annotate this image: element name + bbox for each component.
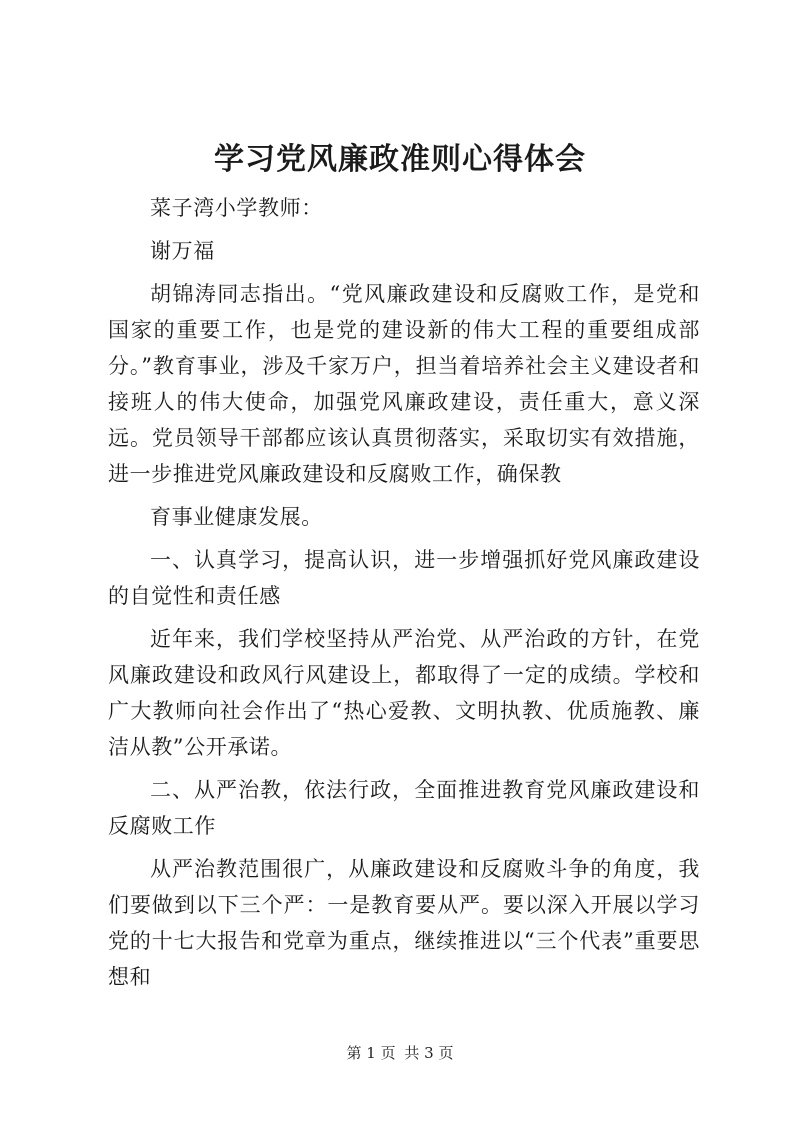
page-total: 共 3 页	[404, 1044, 454, 1062]
body-paragraph: 育事业健康发展。	[150, 505, 323, 529]
page-footer	[0, 1043, 800, 1063]
body-paragraph: 近年来，我们学校坚持从严治党、从严治政的方针，在党风廉政建设和政风行风建设上，都取得了一定的成绩。学校和广大教师向社会作出了“热心爱教、文明执教、优质施教、廉洁从教”公开承诺。	[108, 627, 700, 759]
section-heading-1: 一、认真学习，提高认识，进一步增强抓好党风廉政建设的自觉性和责任感	[108, 548, 700, 608]
author-name: 谢万福	[150, 239, 215, 263]
author-school: 菜子湾小学教师：	[150, 196, 323, 220]
page-number: 第 1 页	[346, 1044, 396, 1062]
body-paragraph: 从严治教范围很广，从廉政建设和反腐败斗争的角度，我们要做到以下三个严：一是教育要从严。要以深入开展以学习党的十七大报告和党章为重点，继续推进以“三个代表”重要思想和	[108, 857, 700, 989]
body-paragraph: 胡锦涛同志指出。“党风廉政建设和反腐败工作，是党和国家的重要工作，也是党的建设新的伟大工程的重要组成部分。”教育事业，涉及千家万户，担当着培养社会主义建设者和接班人的伟大使命，加强党风廉政建设，责任重大，意义深远。党员领导干部都应该认真贯彻落实，采取切实有效措施，进一步推进党风廉政建设和反腐败工作，确保教	[108, 282, 700, 486]
document-title: 学习党风廉政准则心得体会	[214, 142, 586, 177]
document-body	[108, 190, 700, 1002]
section-heading-2: 二、从严治教，依法行政，全面推进教育党风廉政建设和反腐败工作	[108, 778, 700, 838]
